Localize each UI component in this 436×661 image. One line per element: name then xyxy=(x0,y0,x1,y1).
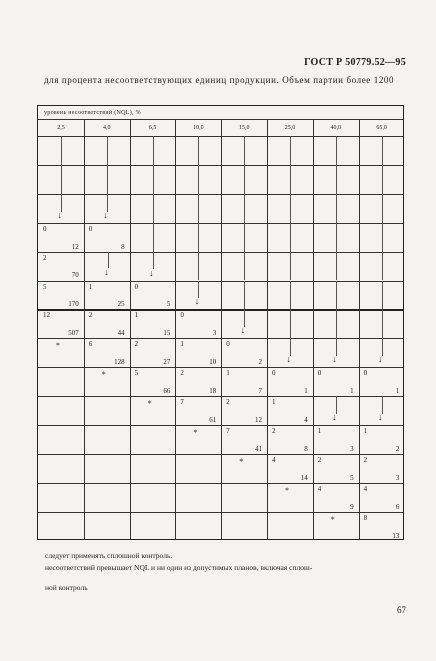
sample-size: 18 xyxy=(209,387,217,396)
continuation-line xyxy=(244,165,245,194)
table-cell xyxy=(313,483,359,512)
table-cell xyxy=(130,309,176,338)
continuation-line xyxy=(336,309,337,338)
continuation-line xyxy=(153,252,154,270)
acceptance-number: 0 xyxy=(317,369,322,378)
sample-size: 170 xyxy=(68,300,79,309)
continuation-line xyxy=(153,194,154,223)
continuation-line xyxy=(290,136,291,165)
sample-size: 70 xyxy=(71,271,79,280)
table-cell xyxy=(175,396,221,425)
table-cell xyxy=(175,367,221,396)
table-cell xyxy=(359,483,405,512)
asterisk-mark: * xyxy=(239,456,244,466)
acceptance-number: 0 xyxy=(272,369,276,378)
sample-size: 1 xyxy=(395,387,400,396)
table-cell xyxy=(221,367,267,396)
acceptance-number: 2 xyxy=(43,253,47,262)
table-cell xyxy=(221,454,267,483)
sample-size: 7 xyxy=(258,387,262,396)
caption-line: для процента несоответствующих единиц продукции. Объем партии более 1200 xyxy=(44,75,395,85)
table-cell xyxy=(130,281,176,310)
acceptance-number: 4 xyxy=(272,455,276,464)
table-cell xyxy=(359,367,405,396)
table-cell xyxy=(221,396,267,425)
continuation-line xyxy=(108,252,109,269)
table-cell xyxy=(84,338,130,367)
table-cell xyxy=(221,338,267,367)
acceptance-number: 2 xyxy=(317,455,322,464)
table-cell xyxy=(313,425,359,454)
acceptance-number: 1 xyxy=(88,282,93,291)
table-cell xyxy=(84,281,130,310)
sample-size: 14 xyxy=(300,473,308,482)
acceptance-number: 5 xyxy=(134,369,139,378)
table-cell xyxy=(38,281,84,310)
asterisk-mark: * xyxy=(285,485,289,495)
sample-size: 2 xyxy=(395,444,400,453)
asterisk-mark: * xyxy=(330,514,335,524)
table-cell xyxy=(359,454,405,483)
sample-size: 3 xyxy=(212,329,217,338)
continuation-line xyxy=(61,136,62,165)
acceptance-number: 0 xyxy=(88,224,93,233)
page-number: 67 xyxy=(397,605,406,615)
sample-size: 3 xyxy=(395,473,400,482)
column-header: 2,5 xyxy=(57,125,65,131)
sample-size: 12 xyxy=(71,242,79,251)
continuation-line xyxy=(382,194,383,223)
arrow-down-icon: ↓ xyxy=(378,354,383,365)
asterisk-mark: * xyxy=(193,428,198,437)
table-cell xyxy=(130,367,176,396)
table-cell xyxy=(38,309,84,338)
sample-size: 44 xyxy=(117,329,125,338)
acceptance-number: 1 xyxy=(226,369,230,378)
table-cell xyxy=(130,338,176,367)
arrow-down-icon: ↓ xyxy=(332,412,337,422)
continuation-line xyxy=(336,194,337,223)
sample-size: 5 xyxy=(166,300,171,309)
continuation-line xyxy=(107,194,108,212)
arrow-down-icon: ↓ xyxy=(378,412,383,422)
table-cell xyxy=(359,512,405,541)
continuation-line xyxy=(336,223,337,252)
acceptance-number: 6 xyxy=(88,340,93,349)
table-cell xyxy=(267,396,313,425)
table-cell xyxy=(267,367,313,396)
sample-size: 12 xyxy=(254,415,262,424)
sample-size: 15 xyxy=(163,329,171,338)
sample-size: 3 xyxy=(350,444,354,453)
continuation-line xyxy=(198,252,199,281)
arrow-down-icon: ↓ xyxy=(57,209,62,220)
arrow-down-icon: ↓ xyxy=(103,209,108,220)
continuation-line xyxy=(290,165,291,194)
table-cell xyxy=(84,367,130,396)
asterisk-mark: * xyxy=(56,341,60,351)
continuation-line xyxy=(198,223,199,252)
sample-size: 25 xyxy=(117,300,125,309)
column-header: 10,0 xyxy=(193,125,204,131)
acceptance-number: 2 xyxy=(180,369,184,378)
continuation-line xyxy=(244,252,245,281)
footer-line-1: следует применять сплошной контроль. xyxy=(45,551,173,560)
acceptance-number: 2 xyxy=(363,455,368,464)
document-code: ГОСТ Р 50779.52—95 xyxy=(304,57,406,68)
table-cell xyxy=(175,338,221,367)
table-cell xyxy=(84,223,130,252)
column-header: 65,0 xyxy=(376,125,387,131)
column-header: 40,0 xyxy=(330,125,342,131)
arrow-down-icon: ↓ xyxy=(286,354,291,365)
continuation-line xyxy=(336,252,337,281)
sample-size: 27 xyxy=(163,358,171,367)
continuation-line xyxy=(244,281,245,310)
acceptance-number: 2 xyxy=(272,427,276,435)
continuation-line xyxy=(153,165,154,194)
footer-line-2: несоответствий превышает NQL и ни один из допустимых планов, включая сплош- xyxy=(45,563,313,572)
arrow-down-icon: ↓ xyxy=(240,325,246,336)
sample-size: 61 xyxy=(209,415,217,424)
table-cell xyxy=(38,338,84,367)
continuation-line xyxy=(382,281,383,310)
continuation-line xyxy=(244,194,245,223)
sample-size: 1 xyxy=(304,387,308,396)
continuation-line xyxy=(290,309,291,338)
continuation-line xyxy=(382,223,383,252)
acceptance-number: 0 xyxy=(180,311,184,320)
continuation-line xyxy=(290,281,291,310)
sample-size: 41 xyxy=(254,444,262,453)
continuation-line xyxy=(198,165,199,194)
continuation-line xyxy=(107,136,108,165)
continuation-line xyxy=(244,223,245,252)
continuation-line xyxy=(382,165,383,194)
footer-line-3: ной контроль xyxy=(45,583,88,592)
table-cell xyxy=(38,223,84,252)
acceptance-number: 0 xyxy=(226,340,230,349)
acceptance-number: 1 xyxy=(363,427,368,435)
column-header: 25,0 xyxy=(284,125,296,131)
arrow-down-icon: ↓ xyxy=(149,267,154,278)
sample-size: 1 xyxy=(350,387,354,396)
table-cell xyxy=(313,367,359,396)
continuation-line xyxy=(290,252,291,281)
table-cell xyxy=(267,483,313,512)
continuation-line xyxy=(382,136,383,165)
continuation-line xyxy=(382,309,383,338)
continuation-line xyxy=(336,281,337,310)
continuation-line xyxy=(290,194,291,223)
sample-size: 128 xyxy=(114,358,125,367)
sample-size: 8 xyxy=(304,444,308,453)
continuation-line xyxy=(382,252,383,281)
continuation-line xyxy=(290,223,291,252)
continuation-line xyxy=(153,136,154,165)
sample-size: 5 xyxy=(350,473,354,482)
acceptance-number: 4 xyxy=(317,484,322,493)
continuation-line xyxy=(153,223,154,252)
column-header: 15,0 xyxy=(238,125,250,131)
sample-size: 13 xyxy=(392,531,400,540)
table-cell xyxy=(359,425,405,454)
continuation-line xyxy=(244,136,245,165)
sample-size: 4 xyxy=(304,415,308,424)
table-cell xyxy=(175,425,221,454)
acceptance-number: 1 xyxy=(134,311,139,320)
table-cell xyxy=(313,454,359,483)
asterisk-mark: * xyxy=(147,399,152,409)
sample-size: 66 xyxy=(163,387,171,396)
arrow-down-icon: ↓ xyxy=(194,296,200,307)
sample-size: 10 xyxy=(209,358,217,367)
column-header: 4,0 xyxy=(103,125,111,131)
sample-size: 2 xyxy=(258,358,262,367)
acceptance-number: 4 xyxy=(363,484,368,493)
acceptance-number: 5 xyxy=(43,282,47,291)
continuation-line xyxy=(336,136,337,165)
continuation-line xyxy=(198,194,199,223)
acceptance-number: 0 xyxy=(43,224,47,233)
arrow-down-icon: ↓ xyxy=(104,266,109,277)
table-cell xyxy=(175,309,221,338)
table-cell xyxy=(313,512,359,541)
continuation-line xyxy=(107,165,108,194)
table-cell xyxy=(221,425,267,454)
continuation-line xyxy=(61,165,62,194)
sample-size: 507 xyxy=(68,329,79,338)
continuation-line xyxy=(198,136,199,165)
table-cell xyxy=(38,252,84,281)
acceptance-number: 1 xyxy=(180,340,184,349)
table-cell xyxy=(130,396,176,425)
sample-size: 8 xyxy=(121,242,125,251)
sample-size: 9 xyxy=(350,502,354,511)
acceptance-number: 8 xyxy=(363,513,368,522)
acceptance-number: 0 xyxy=(363,369,368,378)
table-head-label: уровень несоответствий (NQL), % xyxy=(44,110,141,116)
acceptance-number: 0 xyxy=(134,282,139,291)
column-header: 6,5 xyxy=(148,125,157,131)
table-cell xyxy=(267,425,313,454)
acceptance-number: 7 xyxy=(180,398,184,407)
acceptance-number: 1 xyxy=(272,398,276,407)
acceptance-number: 12 xyxy=(43,311,50,320)
acceptance-number: 2 xyxy=(226,398,230,407)
acceptance-number: 2 xyxy=(134,340,139,349)
sample-size: 6 xyxy=(395,502,400,511)
table-cell xyxy=(267,454,313,483)
acceptance-number: 2 xyxy=(88,311,93,320)
arrow-down-icon: ↓ xyxy=(332,354,337,365)
table-cell xyxy=(84,309,130,338)
acceptance-number: 1 xyxy=(317,427,322,435)
continuation-line xyxy=(336,165,337,194)
sampling-table xyxy=(37,105,404,540)
asterisk-mark: * xyxy=(101,370,106,380)
acceptance-number: 7 xyxy=(226,427,230,435)
continuation-line xyxy=(61,194,62,212)
